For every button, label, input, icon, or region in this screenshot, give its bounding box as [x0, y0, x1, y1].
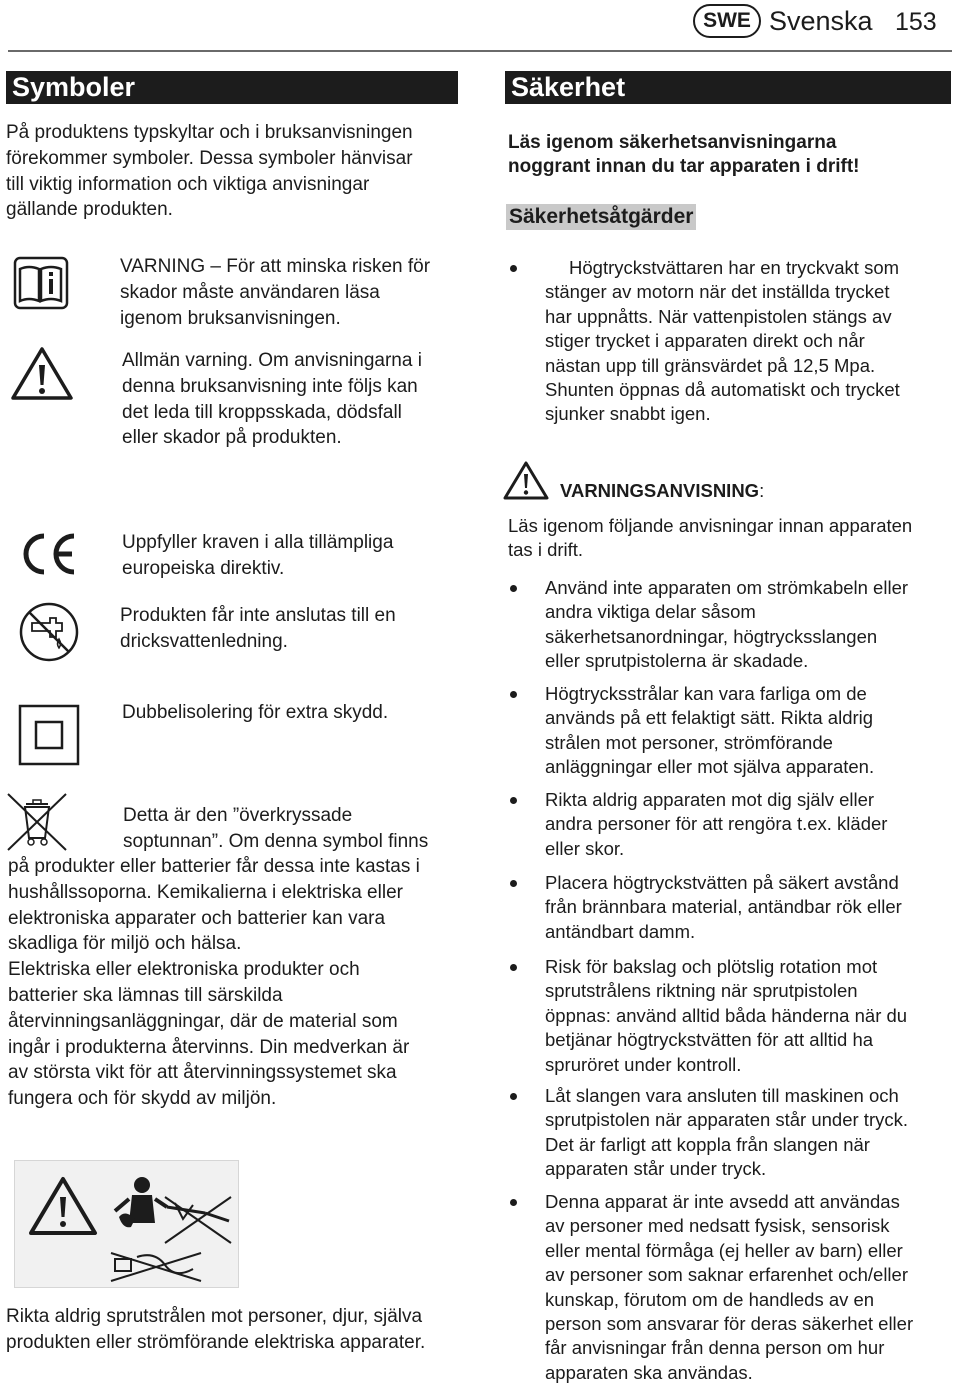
- spray-warning-pictogram-graphic: [15, 1161, 238, 1287]
- safety-measure-text: [545, 256, 900, 427]
- warning-line: eller mental förmåga (ej heller av barn) eller: [545, 1239, 903, 1261]
- warning-line: Högtrycksstrålar kan vara farliga om de: [545, 683, 867, 704]
- intro-line: gällande produkten.: [6, 199, 173, 221]
- weee-line: Detta är den ”överkryssade: [123, 805, 353, 826]
- weee-text: [8, 854, 420, 1112]
- warning-item: [545, 1190, 913, 1385]
- weee-line: batterier ska lämnas till särskilda: [8, 984, 283, 1006]
- warning-line: andra personer för att rengöra t.ex. kläder: [545, 813, 888, 835]
- symbol-line: skador måste användaren läsa: [120, 281, 380, 303]
- warning-line: av personer som saknar erfarenhet och/eller: [545, 1264, 908, 1286]
- warning-line: eller skor.: [545, 837, 625, 859]
- bullet-marker: [510, 585, 517, 592]
- warning-line: sprutstrålens riktning när sprutpistolen: [545, 980, 858, 1002]
- warning-triangle-icon: [503, 460, 549, 500]
- symbol-line: igenom bruksanvisningen.: [120, 307, 341, 329]
- warning-line: spruröret under kontroll.: [545, 1053, 742, 1075]
- warning-item: [545, 682, 874, 780]
- measure-line: Shunten öppnas då automatiskt och trycket: [545, 379, 900, 401]
- bullet-marker: [510, 1199, 517, 1206]
- warning-line: andra viktiga delar såsom: [545, 601, 756, 623]
- weee-line: fungera och för skydd av miljön.: [8, 1088, 277, 1110]
- symbols-section-title: Symboler: [6, 71, 458, 104]
- warning-line: eller sprutpistolerna är skadade.: [545, 650, 809, 672]
- manual-book-icon: [12, 255, 70, 311]
- bullet-marker: [510, 797, 517, 804]
- warning-line: Denna apparat är inte avsedd att användas: [545, 1191, 900, 1212]
- warning-line: Det är farligt att koppla från slangen när: [545, 1133, 870, 1155]
- warning-line: person som ansvarar för deras säkerhet eller: [545, 1313, 914, 1335]
- bullet-marker: [510, 964, 517, 971]
- symbol-line: denna bruksanvisning inte följs kan: [122, 375, 418, 397]
- symbol-line: eller skador på produkten.: [122, 427, 342, 449]
- language-badge: SWE: [693, 4, 761, 38]
- warning-line: används på ett felaktigt sätt. Rikta aldrig: [545, 707, 874, 729]
- warning-line: kunskap, förutom om de handleds av en: [545, 1288, 875, 1310]
- warning-heading-text: VARNINGSANVISNING: [560, 480, 760, 501]
- warning-item: [545, 1084, 908, 1182]
- symbol-text-insulation: [122, 700, 388, 726]
- warning-item: [545, 576, 908, 674]
- bullet-marker: [510, 880, 517, 887]
- symbols-intro: [6, 120, 458, 223]
- read-safety-notice: [508, 131, 860, 179]
- warning-intro: [508, 514, 912, 563]
- warning-line: apparaten står under tryck.: [545, 1158, 767, 1180]
- warning-line: av personer med nedsatt fysisk, sensorisk: [545, 1215, 890, 1237]
- measure-line: stiger trycket i apparaten direkt och når: [545, 330, 865, 352]
- safety-section-title: Säkerhet: [505, 71, 951, 104]
- symbol-text-ce: [122, 530, 393, 582]
- intro-line: förekommer symboler. Dessa symboler hänvisar: [6, 147, 413, 169]
- safety-measures-title: Säkerhetsåtgärder: [506, 204, 696, 230]
- warning-item: [545, 955, 907, 1077]
- weee-line: skadliga för miljö och hälsa.: [8, 933, 242, 955]
- weee-line: på produkter eller batterier får dessa inte kastas i: [8, 856, 420, 877]
- notice-line: noggrant innan du tar apparaten i drift!: [508, 156, 860, 177]
- weee-line: elektroniska apparater och batterier kan vara: [8, 907, 386, 929]
- symbol-line: Dubbelisolering för extra skydd.: [122, 702, 389, 723]
- warning-line: säkerhetsanordningar, högtrycksslangen: [545, 625, 878, 647]
- warning-line: betjänar högtryckstvätten för att alltid ha: [545, 1029, 874, 1051]
- warning-line: apparaten ska användas.: [545, 1361, 753, 1383]
- warning-line: strålen mot personer, strömförande: [545, 731, 833, 753]
- warning-instructions-heading: [560, 479, 764, 503]
- bullet-marker: [510, 1093, 517, 1100]
- weee-line: hushållssoporna. Kemikalierna i elektriska eller: [8, 881, 403, 903]
- warning-line: Risk för bakslag och plötslig rotation mot: [545, 956, 878, 977]
- spray-warning-line: produkten eller strömförande elektriska apparater.: [6, 1331, 426, 1353]
- bullet-marker: [510, 265, 517, 272]
- warning-line: Rikta aldrig apparaten mot dig själv eller: [545, 789, 875, 810]
- warning-intro-line: tas i drift.: [508, 539, 584, 561]
- weee-line: Elektriska eller elektroniska produkter och: [8, 959, 360, 981]
- intro-line: På produktens typskyltar och i bruksanvisningen: [6, 122, 413, 143]
- measure-line: nästan upp till gränsvärdet på 12,5 Mpa.: [545, 354, 876, 376]
- warning-line: får anvisningar från denna person om hur: [545, 1337, 885, 1359]
- warning-triangle-icon: [10, 345, 74, 401]
- double-insulation-icon: [18, 704, 80, 766]
- symbol-line: Allmän varning. Om anvisningarna i: [122, 350, 422, 371]
- symbol-line: VARNING – För att minska risken för: [120, 256, 431, 277]
- measure-line: sjunker snabbt igen.: [545, 403, 711, 425]
- warning-line: öppnas: använd alltid båda händerna när du: [545, 1004, 908, 1026]
- warning-item: [545, 788, 887, 861]
- notice-line: Läs igenom säkerhetsanvisningarna: [508, 132, 837, 153]
- measure-line: har uppnåtts. När vattenpistolen stängs av: [545, 305, 892, 327]
- ce-mark-icon: [18, 530, 78, 578]
- language-name: Svenska: [769, 6, 873, 36]
- spray-warning-line: Rikta aldrig sprutstrålen mot personer, djur, själva: [6, 1306, 423, 1327]
- warning-line: från brännbara material, antändbar rök eller: [545, 896, 902, 918]
- warning-item: [545, 871, 902, 944]
- symbol-text-manual: [120, 254, 430, 331]
- warning-heading-colon: :: [759, 480, 765, 501]
- header-divider: [8, 50, 952, 52]
- measure-line: Högtryckstvättaren har en tryckvakt som: [569, 257, 900, 278]
- warning-line: antändbart damm.: [545, 920, 696, 942]
- warning-intro-line: Läs igenom följande anvisningar innan apparaten: [508, 515, 913, 536]
- warning-line: anläggningar eller mot själva apparaten.: [545, 756, 875, 778]
- warning-line: sprutpistolen när apparaten står under tryck.: [545, 1109, 908, 1131]
- warning-line: Placera högtryckstvätten på säkert avstånd: [545, 872, 899, 893]
- symbol-line: det leda till kroppsskada, dödsfall: [122, 401, 402, 423]
- crossed-out-wheelie-bin-icon: [6, 792, 68, 852]
- bullet-marker: [510, 691, 517, 698]
- symbol-line: europeiska direktiv.: [122, 557, 285, 579]
- weee-text-short: [123, 803, 428, 855]
- weee-line: återvinningsanläggningar, där de material som: [8, 1010, 398, 1032]
- intro-line: till viktig information och viktiga anvisningar: [6, 173, 370, 195]
- no-drinking-water-connection-icon: [18, 601, 80, 663]
- page-number: 153: [895, 8, 937, 36]
- warning-line: Låt slangen vara ansluten till maskinen och: [545, 1085, 899, 1106]
- measure-line: stänger av motorn när det inställda trycket: [545, 281, 890, 303]
- symbol-text-water: [120, 603, 396, 655]
- weee-line: soptunnan”. Om denna symbol finns: [123, 830, 429, 852]
- spray-warning-text: [6, 1304, 425, 1356]
- symbol-line: dricksvattenledning.: [120, 630, 288, 652]
- weee-line: av största vikt för att återvinningssystemet ska: [8, 1062, 397, 1084]
- symbol-line: Produkten får inte anslutas till en: [120, 605, 396, 626]
- symbol-line: Uppfyller kraven i alla tillämpliga: [122, 532, 394, 553]
- weee-line: ingår i produkterna återvinns. Din medverkan är: [8, 1036, 410, 1058]
- spray-warning-pictogram: [14, 1160, 239, 1288]
- warning-line: Använd inte apparaten om strömkabeln eller: [545, 577, 909, 598]
- symbol-text-warning: [122, 348, 422, 451]
